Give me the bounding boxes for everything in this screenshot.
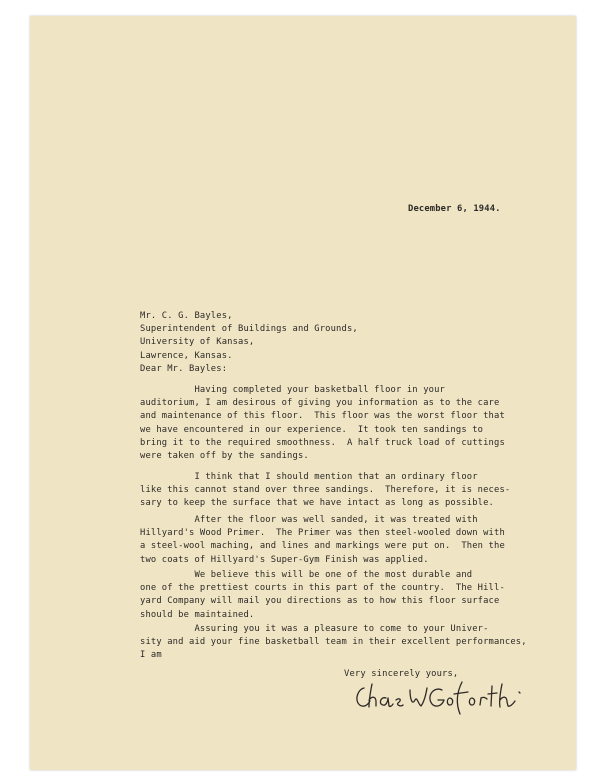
text-line: we have encountered in our experience. It took ten sandings to (140, 424, 484, 435)
text-line: I think that I should mention that an ordinary floor (140, 472, 478, 482)
body-paragraph-2 (140, 471, 510, 511)
text-line: should be maintained. (140, 609, 255, 620)
text-line: Having completed your basketball floor in your (140, 385, 445, 395)
text-line: yard Company will mail you directions as to how this floor surface (140, 596, 500, 607)
body-paragraph-5 (140, 623, 527, 663)
text-line: and maintenance of this floor. This floor was the worst floor that (140, 411, 505, 422)
recipient-title: Superintendent of Buildings and Grounds, (140, 324, 358, 335)
text-line: We believe this will be one of the most durable and (140, 570, 473, 580)
salutation: Dear Mr. Bayles: (140, 364, 228, 374)
body-paragraph-4 (140, 569, 505, 622)
body-paragraph-3 (140, 514, 505, 567)
text-line: After the floor was well sanded, it was treated with (140, 515, 478, 525)
body-paragraph-1 (140, 384, 505, 463)
complimentary-close: Very sincerely yours, (344, 669, 459, 679)
text-line: Hillyard's Wood Primer. The Primer was then steel-wooled down with (140, 528, 505, 539)
text-line: two coats of Hillyard's Super-Gym Finish was applied. (140, 554, 429, 565)
text-line: bring it to the required smoothness. A half truck load of cuttings (140, 437, 505, 448)
text-line: sity and aid your fine basketball team in their excellent performances, (140, 637, 527, 648)
letter-date: December 6, 1944. (408, 204, 501, 214)
handwritten-signature (350, 676, 540, 716)
recipient-city: Lawrence, Kansas. (140, 350, 233, 361)
recipient-address (140, 310, 358, 363)
text-line: one of the prettiest courts in this part of the country. The Hill- (140, 583, 505, 594)
text-line: auditorium, I am desirous of giving you information as to the care (140, 398, 500, 409)
letter-page (30, 16, 576, 770)
text-line: Assuring you it was a pleasure to come to your Univer- (140, 624, 489, 634)
text-line: like this cannot stand over three sandings. Therefore, it is neces- (140, 485, 511, 496)
text-line: were taken off by the sandings. (140, 451, 309, 462)
text-line: I am (140, 650, 162, 661)
text-line: a steel-wool maching, and lines and markings were put on. Then the (140, 541, 505, 552)
recipient-name: Mr. C. G. Bayles, (140, 311, 233, 321)
recipient-institution: University of Kansas, (140, 337, 255, 348)
text-line: sary to keep the surface that we have intact as long as possible. (140, 498, 495, 509)
